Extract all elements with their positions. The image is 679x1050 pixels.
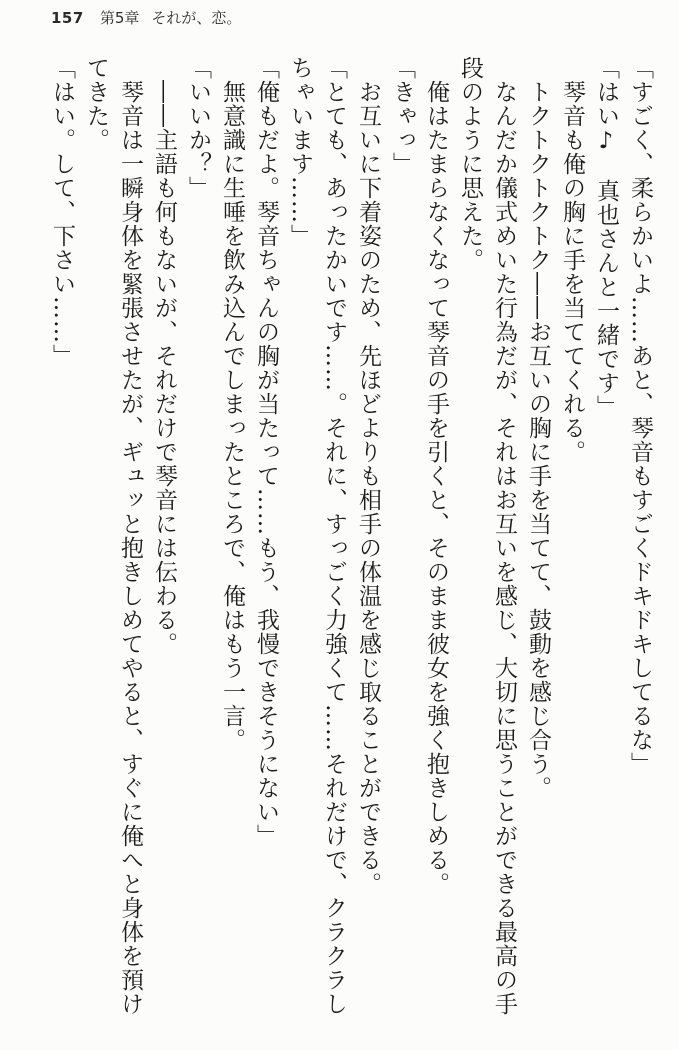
text-column: お互いに下着姿のため、先ほどよりも相手の体温を感じ取ることができる。 — [355, 56, 381, 896]
text-column: ――主語も何もないが、それだけで琴音には伝わる。 — [151, 56, 177, 656]
text-column: 段のように思えた。 — [457, 56, 483, 272]
text-column: 琴音は一瞬身体を緊張させたが、ギュッと抱きしめてやると、すぐに俺へと身体を預け — [117, 56, 143, 1016]
chapter-label: 第5章 — [99, 9, 140, 27]
chapter-header — [100, 7, 242, 28]
text-column: 「いいか？」 — [185, 56, 211, 200]
text-column: 「すごく、柔らかいよ……あと、琴音もすごくドキドキしてるな」 — [627, 56, 653, 776]
text-column: 「はい♪ 真也さんと一緒です」 — [593, 56, 619, 419]
text-column: 琴音も俺の胸に手を当ててくれる。 — [559, 56, 585, 464]
text-column: 無意識に生唾を飲み込んでしまったところで、俺はもう一言。 — [219, 56, 245, 752]
text-column: 「俺もだよ。琴音ちゃんの胸が当たって……もう、我慢できそうにない」 — [253, 56, 279, 848]
text-column: 「きゃっ」 — [389, 56, 415, 176]
running-header — [51, 7, 241, 28]
text-column: 俺はたまらなくなって琴音の手を引くと、そのまま彼女を強く抱きしめる。 — [423, 56, 449, 896]
text-column: 「はい。して、下さい……」 — [49, 56, 75, 368]
text-column: 「とても、あったかいです……。それに、すっごく力強くて……それだけで、クラクラし — [321, 56, 347, 1016]
text-column: てきた。 — [83, 56, 109, 152]
text-column: トクトクトクトク――お互いの胸に手を当てて、鼓動を感じ合う。 — [525, 56, 551, 800]
text-column: ちゃいます……」 — [287, 56, 313, 248]
text-column: なんだか儀式めいた行為だが、それはお互いを感じ、大切に思うことができる最高の手 — [491, 56, 517, 1016]
page-number: 157 — [51, 9, 84, 27]
chapter-title: それが、恋。 — [151, 9, 242, 27]
body-text — [45, 56, 657, 1026]
